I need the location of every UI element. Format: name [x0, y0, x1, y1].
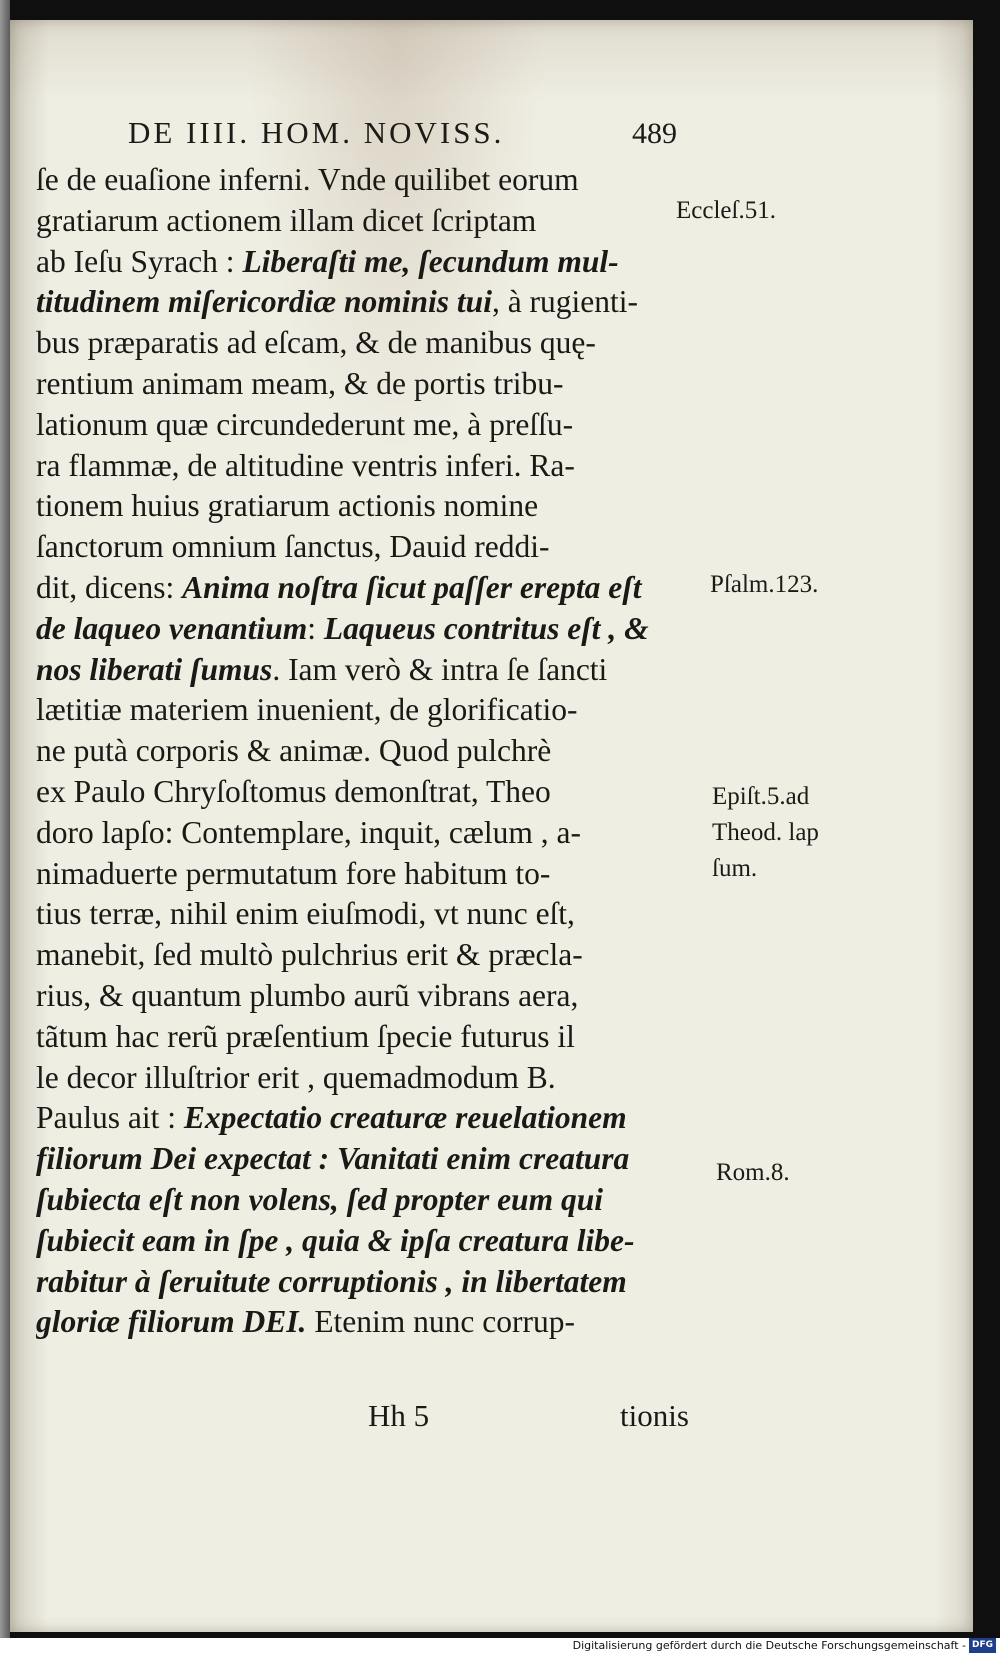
margin-note-eccles: Eccleſ.51.	[676, 197, 776, 224]
page-number: 489	[632, 117, 677, 150]
italic-quotation: Expectatio creaturæ reuelationem	[183, 1100, 627, 1136]
margin-note-rom: Rom.8.	[716, 1159, 790, 1186]
text-run: bus præparatis ad eſcam, & de manibus quę-	[36, 325, 596, 361]
text-line	[36, 446, 716, 487]
text-line	[36, 976, 716, 1017]
text-run: doro lapſo: Contemplare, inquit, cælum , a-	[36, 814, 582, 850]
text-run: Etenim nunc corrup-	[306, 1304, 575, 1340]
body-text	[36, 160, 716, 1343]
text-line	[36, 527, 716, 568]
italic-quotation: rabitur à ſeruitute corruptionis , in libertatem	[36, 1263, 627, 1299]
text-line	[36, 650, 716, 691]
italic-quotation: gloriæ filiorum DEI.	[36, 1304, 307, 1340]
text-line	[36, 690, 716, 731]
text-run: tius terræ, nihil enim eiuſmodi, vt nunc eſt,	[36, 896, 575, 932]
text-run: lationum quæ circundederunt me, à preſſu-	[36, 406, 574, 442]
text-line	[36, 1221, 716, 1262]
text-line	[36, 486, 716, 527]
text-run: ſanctorum omnium ſanctus, Dauid reddi-	[36, 529, 550, 565]
text-line	[36, 772, 716, 813]
italic-quotation: ſubiecta eſt non volens, ſed propter eum qui	[36, 1181, 603, 1217]
italic-quotation: Anima noſtra ſicut paſſer erepta eſt	[182, 569, 642, 605]
running-head: DE IIII. HOM. NOVISS.	[128, 115, 505, 150]
text-line	[36, 1098, 716, 1139]
text-run: ra flammæ, de altitudine ventris inferi. Ra-	[36, 447, 575, 483]
text-line	[36, 242, 716, 283]
text-run: le decor illuſtrior erit , quemadmodum B.	[36, 1059, 556, 1095]
text-run: rentium animam meam, & de portis tribu-	[36, 365, 564, 401]
text-run: nimaduerte permutatum fore habitum to-	[36, 855, 551, 891]
text-run: ne putà corporis & animæ. Quod pulchrè	[36, 733, 552, 769]
text-run: ſe de euaſione inferni. Vnde quilibet eorum	[36, 162, 579, 197]
text-run: tionem huius gratiarum actionis nomine	[36, 488, 539, 524]
funding-credit: Digitalisierung gefördert durch die Deutsche Forschungsgemeinschaft -	[572, 1639, 966, 1652]
text-line	[36, 731, 716, 772]
text-line	[36, 894, 716, 935]
text-line	[36, 568, 716, 609]
scanner-edge	[0, 0, 10, 1656]
margin-note-epist-line1: Epiſt.5.ad	[712, 783, 810, 810]
italic-quotation: Laqueus contritus eſt , &	[323, 610, 649, 646]
text-run: dit, dicens:	[36, 569, 183, 605]
text-line	[36, 813, 716, 854]
text-run: lætitiæ materiem inuenient, de glorificatio-	[36, 692, 578, 728]
signature-mark: Hh 5	[368, 1398, 430, 1433]
text-run: , à rugienti-	[491, 284, 639, 320]
italic-quotation: titudinem miſericordiæ nominis tui	[36, 284, 492, 320]
margin-note-epist-line3: ſum.	[712, 855, 758, 882]
text-run: ex Paulo Chryſoſtomus demonſtrat, Theo	[36, 773, 551, 809]
text-run: tãtum hac rerũ præſentium ſpecie futurus il	[36, 1018, 575, 1054]
text-line	[36, 160, 716, 201]
text-line	[36, 854, 716, 895]
text-run: ab Ieſu Syrach :	[36, 243, 243, 279]
text-line	[36, 935, 716, 976]
text-line	[36, 405, 716, 446]
text-line	[36, 1139, 716, 1180]
text-line	[36, 364, 716, 405]
text-line	[36, 323, 716, 364]
text-run: :	[307, 610, 324, 646]
text-line	[36, 1017, 716, 1058]
italic-quotation: filiorum Dei expectat : Vanitati enim creatura	[36, 1141, 630, 1177]
italic-quotation: nos liberati ſumus	[36, 651, 273, 687]
text-line	[36, 1302, 716, 1343]
text-run: manebit, ſed multò pulchrius erit & præcla-	[36, 937, 583, 973]
italic-quotation: ſubiecit eam in ſpe , quia & ipſa creatura libe-	[36, 1222, 635, 1258]
catchword: tionis	[620, 1398, 689, 1433]
margin-note-psalm: Pſalm.123.	[710, 571, 819, 598]
italic-quotation: Liberaſti me, ſecundum mul-	[242, 243, 619, 279]
margin-note-epist-line2: Theod. lap	[712, 819, 819, 846]
text-run: . Iam verò & intra ſe ſancti	[272, 651, 608, 687]
dfg-logo: DFG	[969, 1638, 996, 1653]
text-line	[36, 609, 716, 650]
text-line	[36, 1262, 716, 1303]
text-run: Paulus ait :	[36, 1100, 184, 1136]
italic-quotation: de laqueo venantium	[36, 610, 308, 646]
text-run: gratiarum actionem illam dicet ſcriptam	[36, 202, 537, 238]
text-line	[36, 1058, 716, 1099]
text-line	[36, 1180, 716, 1221]
text-run: rius, & quantum plumbo aurũ vibrans aera,	[36, 977, 579, 1013]
text-line	[36, 201, 716, 242]
text-line	[36, 282, 716, 323]
